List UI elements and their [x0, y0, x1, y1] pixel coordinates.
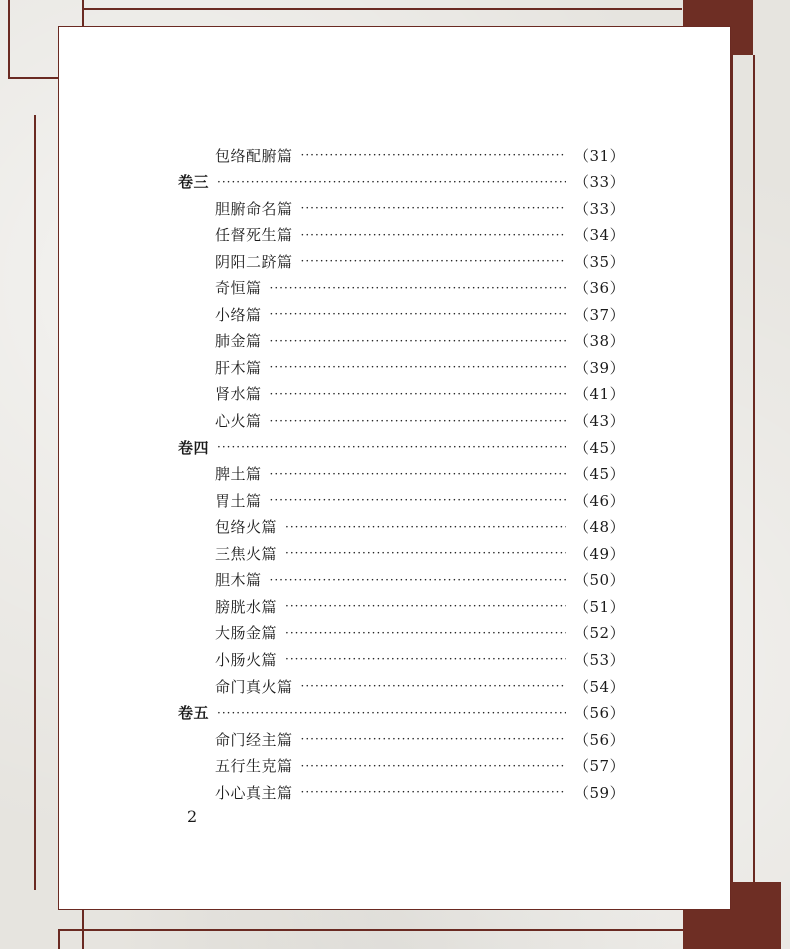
toc-entry-page: （41）	[574, 385, 626, 404]
frame-line	[58, 929, 683, 931]
toc-chapter-entry	[215, 143, 626, 167]
toc-leader-dots	[301, 732, 566, 746]
toc-entry-page: （51）	[574, 597, 626, 616]
toc-leader-dots	[285, 652, 566, 666]
toc-entry-title: 胆腑命名篇	[215, 199, 293, 218]
toc-leader-dots	[270, 281, 566, 295]
toc-entry-title: 小心真主篇	[215, 783, 293, 802]
toc-leader-dots	[270, 573, 566, 587]
toc-entry-page: （39）	[574, 358, 626, 377]
toc-entry-title: 任督死生篇	[215, 226, 293, 245]
toc-entry-page: （56）	[574, 730, 626, 749]
toc-chapter-entry	[215, 382, 626, 406]
toc-leader-dots	[270, 414, 566, 428]
toc-entry-page: （37）	[574, 305, 626, 324]
toc-leader-dots	[301, 759, 566, 773]
book-page	[58, 26, 731, 910]
toc-entry-page: （36）	[574, 279, 626, 298]
toc-entry-page: （56）	[574, 704, 626, 723]
toc-leader-dots	[270, 360, 566, 374]
frame-line	[82, 0, 84, 26]
toc-entry-page: （45）	[574, 465, 626, 484]
toc-entry-title: 肾水篇	[215, 385, 262, 404]
toc-chapter-entry	[215, 674, 626, 698]
page-number: 2	[187, 807, 198, 826]
toc-leader-dots	[217, 706, 566, 720]
toc-leader-dots	[301, 201, 566, 215]
toc-leader-dots	[270, 493, 566, 507]
toc-chapter-entry	[215, 355, 626, 379]
toc-volume-entry	[178, 170, 626, 194]
toc-leader-dots	[217, 440, 566, 454]
toc-entry-page: （54）	[574, 677, 626, 696]
toc-entry-page: （46）	[574, 491, 626, 510]
toc-entry-title: 肺金篇	[215, 332, 262, 351]
toc-chapter-entry	[215, 568, 626, 592]
frame-line	[34, 115, 36, 890]
toc-entry-page: （45）	[574, 438, 626, 457]
toc-entry-title: 五行生克篇	[215, 757, 293, 776]
toc-entry-page: （33）	[574, 199, 626, 218]
toc-entry-page: （59）	[574, 783, 626, 802]
toc-leader-dots	[285, 599, 566, 613]
toc-entry-page: （57）	[574, 757, 626, 776]
toc-entry-title: 心火篇	[215, 412, 262, 430]
toc-entry-title: 膀胱水篇	[215, 597, 278, 616]
toc-chapter-entry	[215, 249, 626, 273]
toc-chapter-entry	[215, 276, 626, 300]
frame-line	[731, 55, 733, 885]
toc-entry-page: （38）	[574, 332, 626, 351]
frame-line	[8, 77, 60, 79]
toc-chapter-entry	[215, 541, 626, 565]
toc-chapter-entry	[215, 754, 626, 778]
toc-entry-page: （53）	[574, 650, 626, 669]
frame-line	[8, 0, 10, 78]
toc-entry-page: （31）	[574, 146, 626, 165]
toc-entry-title: 包络配腑篇	[215, 146, 293, 165]
toc-entry-page: （35）	[574, 252, 626, 271]
frame-line	[58, 929, 60, 949]
toc-chapter-entry	[215, 488, 626, 512]
toc-chapter-entry	[215, 462, 626, 486]
toc-entry-title: 阴阳二跻篇	[215, 252, 293, 271]
toc-leader-dots	[285, 520, 566, 534]
toc-leader-dots	[285, 626, 566, 640]
toc-entry-page: （48）	[574, 518, 626, 537]
toc-chapter-entry	[215, 223, 626, 247]
toc-entry-title: 小肠火篇	[215, 650, 278, 669]
toc-entry-page: （52）	[574, 624, 626, 643]
toc-leader-dots	[285, 546, 566, 560]
toc-entry-title: 脾土篇	[215, 465, 262, 484]
toc-chapter-entry	[215, 780, 626, 804]
toc-entry-page: （34）	[574, 226, 626, 245]
toc-leader-dots	[301, 148, 566, 162]
toc-entry-title: 大肠金篇	[215, 624, 278, 643]
toc-entry-page: （33）	[574, 173, 626, 192]
toc-entry-title: 卷四	[178, 438, 210, 457]
toc-chapter-entry	[215, 409, 626, 433]
toc-chapter-entry	[215, 594, 626, 618]
toc-leader-dots	[301, 254, 566, 268]
frame-line	[753, 55, 755, 885]
toc-volume-entry	[178, 701, 626, 725]
toc-chapter-entry	[215, 329, 626, 353]
toc-leader-dots	[270, 307, 566, 321]
toc-chapter-entry	[215, 727, 626, 751]
toc-leader-dots	[301, 679, 566, 693]
toc-leader-dots	[270, 334, 566, 348]
toc-entry-title: 卷五	[178, 704, 210, 723]
toc-entry-page: （43）	[574, 412, 626, 430]
toc-leader-dots	[217, 175, 566, 189]
toc-entry-page: （49）	[574, 544, 626, 563]
toc-chapter-entry	[215, 196, 626, 220]
toc-entry-title: 胃土篇	[215, 491, 262, 510]
toc-entry-title: 奇恒篇	[215, 279, 262, 298]
toc-leader-dots	[301, 785, 566, 799]
toc-chapter-entry	[215, 302, 626, 326]
toc-entry-title: 胆木篇	[215, 571, 262, 590]
toc-chapter-entry	[215, 647, 626, 671]
toc-chapter-entry	[215, 515, 626, 539]
toc-entry-title: 三焦火篇	[215, 544, 278, 563]
toc-leader-dots	[270, 467, 566, 481]
toc-leader-dots	[301, 228, 566, 242]
toc-entry-title: 命门真火篇	[215, 677, 293, 696]
toc-volume-entry	[178, 435, 626, 459]
frame-line	[82, 8, 682, 10]
toc-entry-title: 卷三	[178, 173, 210, 192]
toc-entry-title: 肝木篇	[215, 358, 262, 377]
toc-chapter-entry	[215, 621, 626, 645]
toc-entry-title: 命门经主篇	[215, 730, 293, 749]
toc-entry-title: 小络篇	[215, 305, 262, 324]
table-of-contents	[59, 27, 730, 909]
toc-entry-title: 包络火篇	[215, 518, 278, 537]
toc-entry-page: （50）	[574, 571, 626, 590]
toc-leader-dots	[270, 387, 566, 401]
